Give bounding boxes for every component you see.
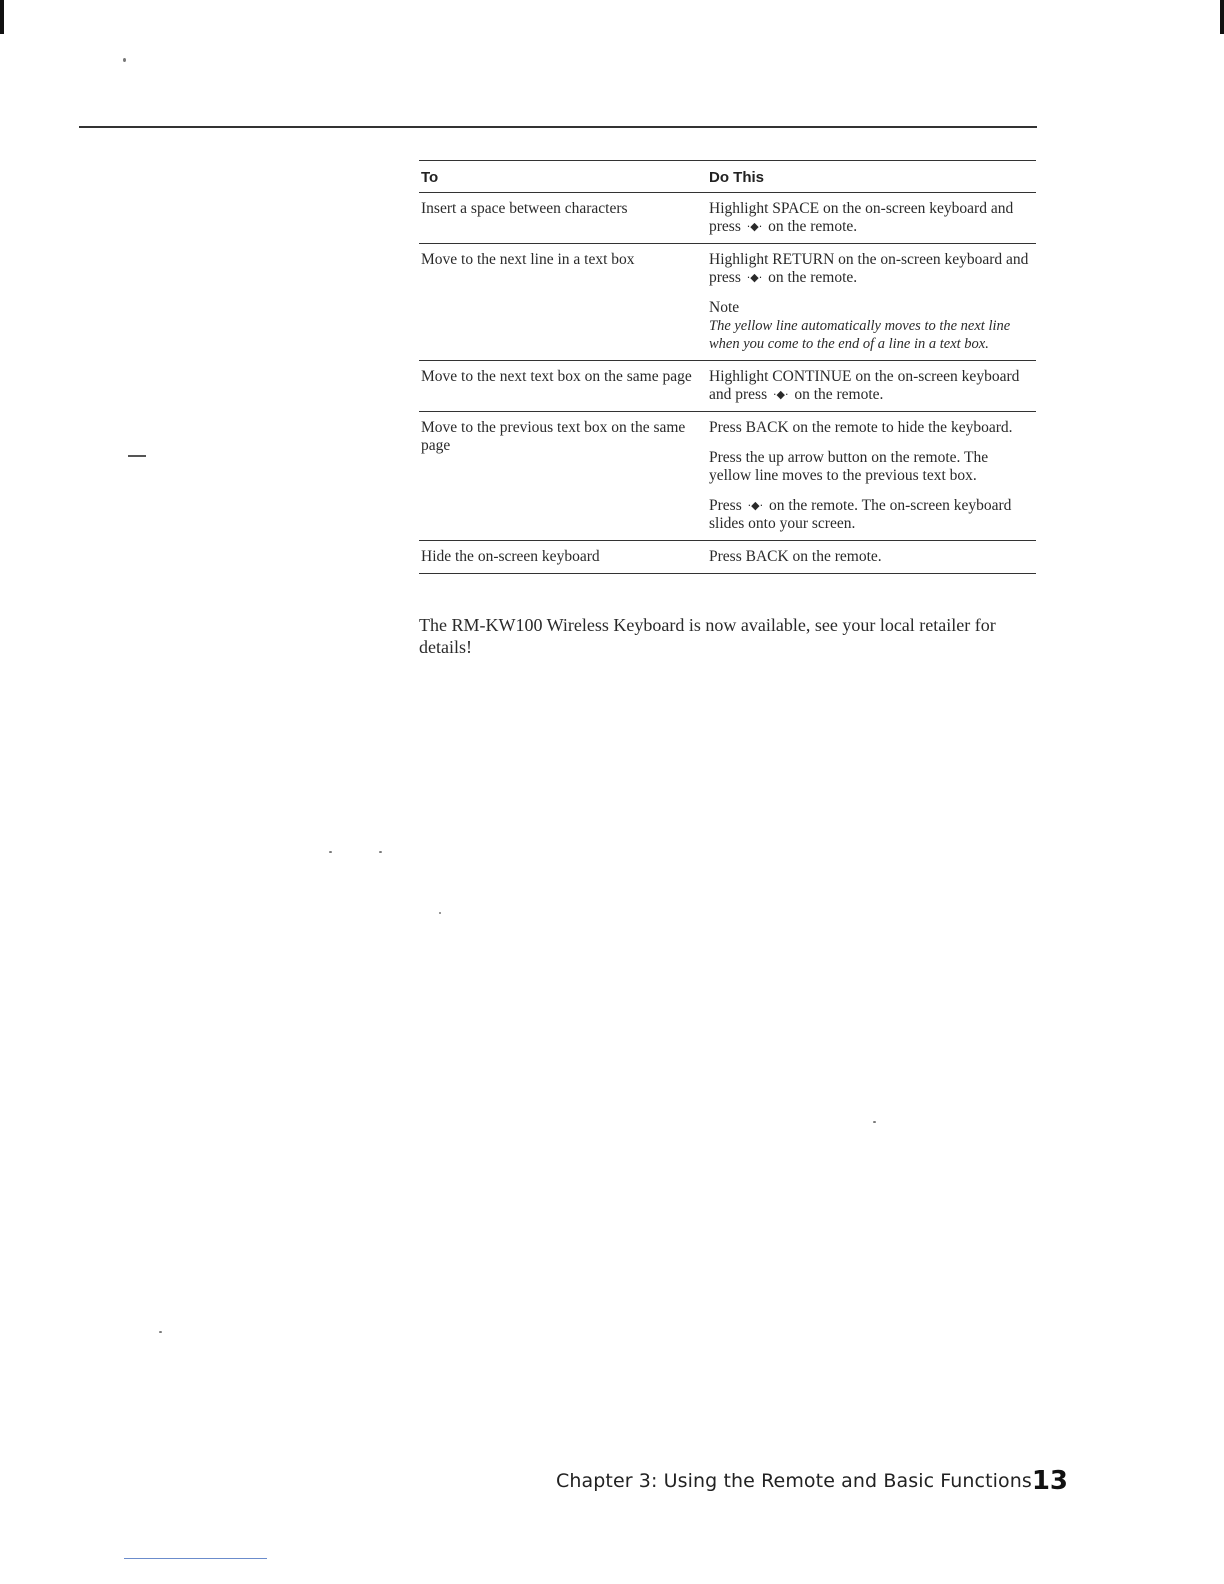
instruction-text: Highlight SPACE on the on-screen keyboard and press <box>709 200 1014 235</box>
cell-do-this <box>707 412 1036 541</box>
cell-do-this <box>707 361 1036 412</box>
column-header-to: To <box>419 161 707 193</box>
table-row <box>419 193 1036 244</box>
cell-do-this <box>707 193 1036 244</box>
instruction-paragraph <box>709 548 1034 566</box>
note-label: Note <box>709 299 740 316</box>
instruction-paragraph <box>709 497 1034 533</box>
table-row <box>419 412 1036 541</box>
scan-speck <box>159 1331 162 1333</box>
instructions-table-container <box>419 160 1036 574</box>
cell-to: Move to the previous text box on the same page <box>419 412 707 541</box>
scan-speck <box>873 1121 876 1123</box>
table-row <box>419 244 1036 361</box>
instruction-text: on the remote. <box>764 218 858 235</box>
cell-to: Insert a space between characters <box>419 193 707 244</box>
wireless-keyboard-promo-text: The RM-KW100 Wireless Keyboard is now available, see your local retailer for details! <box>419 615 996 657</box>
cell-to: Move to the next line in a text box <box>419 244 707 361</box>
table-body <box>419 193 1036 574</box>
cell-do-this <box>707 541 1036 574</box>
scan-dash-mark <box>128 455 146 457</box>
footer-chapter-title: Chapter 3: Using the Remote and Basic Functions <box>556 1470 1032 1492</box>
instruction-paragraph <box>709 200 1034 236</box>
table-header-row <box>419 161 1036 193</box>
scan-speck <box>439 912 441 914</box>
instruction-text: Highlight RETURN on the on-screen keyboard and press <box>709 251 1029 286</box>
instruction-text: on the remote. <box>764 269 858 286</box>
instruction-text: Press BACK on the remote. <box>709 548 882 565</box>
page-footer <box>556 1468 1068 1498</box>
scan-speck <box>379 851 382 853</box>
scan-speck <box>123 58 126 62</box>
instruction-text: Press BACK on the remote to hide the keyboard. <box>709 419 1013 436</box>
cell-to: Hide the on-screen keyboard <box>419 541 707 574</box>
instruction-text: on the remote. The on-screen keyboard slides onto your screen. <box>709 497 1012 532</box>
enter-button-icon: ·◆· <box>746 271 763 284</box>
scan-speck <box>329 851 332 853</box>
instruction-paragraph <box>709 368 1034 404</box>
enter-button-icon: ·◆· <box>773 388 789 401</box>
enter-button-icon: ·◆· <box>747 499 764 512</box>
table-row <box>419 541 1036 574</box>
column-header-do-this: Do This <box>707 161 1036 193</box>
instruction-paragraph <box>709 449 1034 485</box>
scan-edge-mark-left <box>0 0 4 34</box>
footer-page-number: 13 <box>1031 1466 1068 1496</box>
cell-do-this <box>707 244 1036 361</box>
instruction-text: Press <box>709 497 746 514</box>
instruction-paragraph <box>709 419 1034 437</box>
instruction-paragraph <box>709 251 1034 287</box>
instruction-text: on the remote. <box>790 386 884 403</box>
scan-bottom-rule <box>124 1558 267 1559</box>
page-header-rule <box>79 126 1037 128</box>
table-row <box>419 361 1036 412</box>
instruction-text: Highlight CONTINUE on the on-screen keyboard and press <box>709 368 1020 403</box>
enter-button-icon: ·◆· <box>746 220 763 233</box>
note-text: The yellow line automatically moves to the next line when you come to the end of a line in a text box. <box>709 318 1011 352</box>
note-block <box>709 299 1034 353</box>
cell-to: Move to the next text box on the same page <box>419 361 707 412</box>
instructions-table <box>419 160 1036 574</box>
scan-edge-mark-right <box>1220 0 1224 34</box>
instruction-text: Press the up arrow button on the remote. The yellow line moves to the previous text box. <box>709 449 989 484</box>
